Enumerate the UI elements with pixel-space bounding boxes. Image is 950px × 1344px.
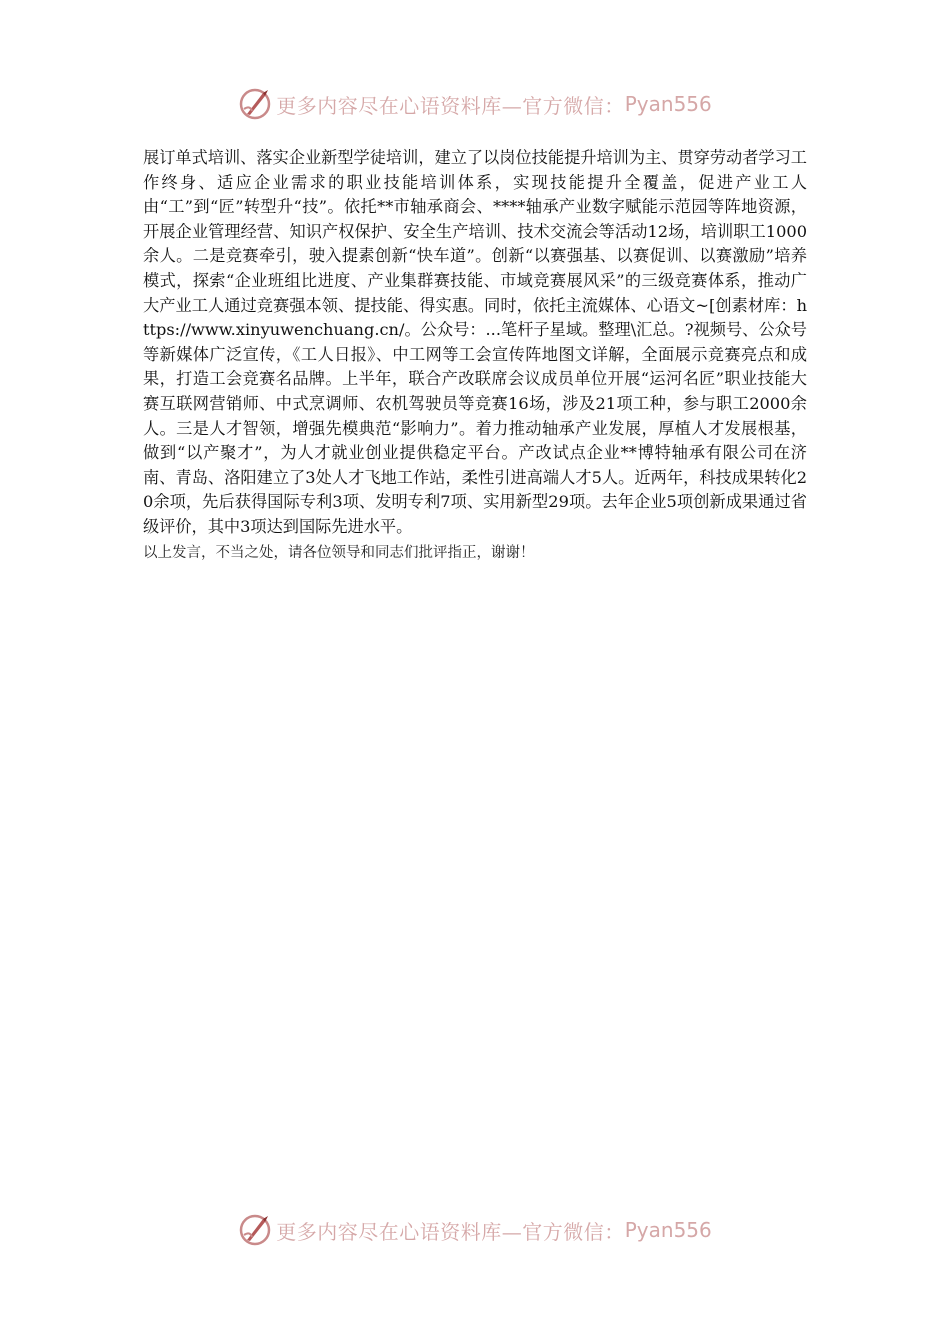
body-paragraph: 展订单式培训、落实企业新型学徒培训，建立了以岗位技能提升培训为主、贯穿劳动者学习工作终身、适应企业需求的职业技能培训体系，实现技能提升全覆盖，促进产业工人由“工”到“匠”转型升“技”。依托**市轴承商会、****轴承产业数字赋能示范园等阵地资源，开展企业管理经营、知识产权保护、安全生产培训、技术交流会等活动12场，培训职工1000余人。二是竞赛牵引，驶入提素创新“快车道”。创新“以赛强基、以赛促训、以赛激励”培养模式，探索“企业班组比进度、产业集群赛技能、市域竞赛展风采”的三级竞赛体系，推动广大产业工人通过竞赛强本领、提技能、得实惠。同时，依托主流媒体、心语文~[创素材库：https://www.xinyuwenchuang.cn/。公众号：...笔杆子星域。整理\汇总。?视频号、公众号等新媒体广泛宣传，《工人日报》、中工网等工会宣传阵地图文详解，全面展示竞赛亮点和成果，打造工会竞赛名品牌。上半年，联合产改联席会议成员单位开展“运河名匠”职业技能大赛互联网营销师、中式烹调师、农机驾驶员等竞赛16场，涉及21项工种，参与职工2000余人。三是人才智领，增强先模典范“影响力”。着力推动轴承产业发展，厚植人才发展根基，做到“以产聚才”，为人才就业创业提供稳定平台。产改试点企业**博特轴承有限公司在济南、青岛、洛阳建立了3处人才飞地工作站，柔性引进高端人才5人。近两年，科技成果转化20余项，先后获得国际专利3项、发明专利7项、实用新型29项。去年企业5项创新成果通过省级评价，其中3项达到国际先进水平。 — [143, 148, 807, 536]
footer-banner — [0, 1210, 950, 1250]
header-banner — [0, 84, 950, 124]
wechat-handle: Pyan556 — [624, 1218, 712, 1242]
banner-text: 更多内容尽在心语资料库—官方微信： — [276, 1219, 625, 1244]
document-body — [143, 146, 807, 564]
quill-pen-logo-icon — [238, 1213, 272, 1247]
closing-remark: 以上发言，不当之处，请各位领导和同志们批评指正，谢谢！ — [143, 544, 535, 561]
wechat-handle: Pyan556 — [624, 92, 712, 116]
quill-pen-logo-icon — [238, 87, 272, 121]
banner-text: 更多内容尽在心语资料库—官方微信： — [276, 93, 625, 118]
